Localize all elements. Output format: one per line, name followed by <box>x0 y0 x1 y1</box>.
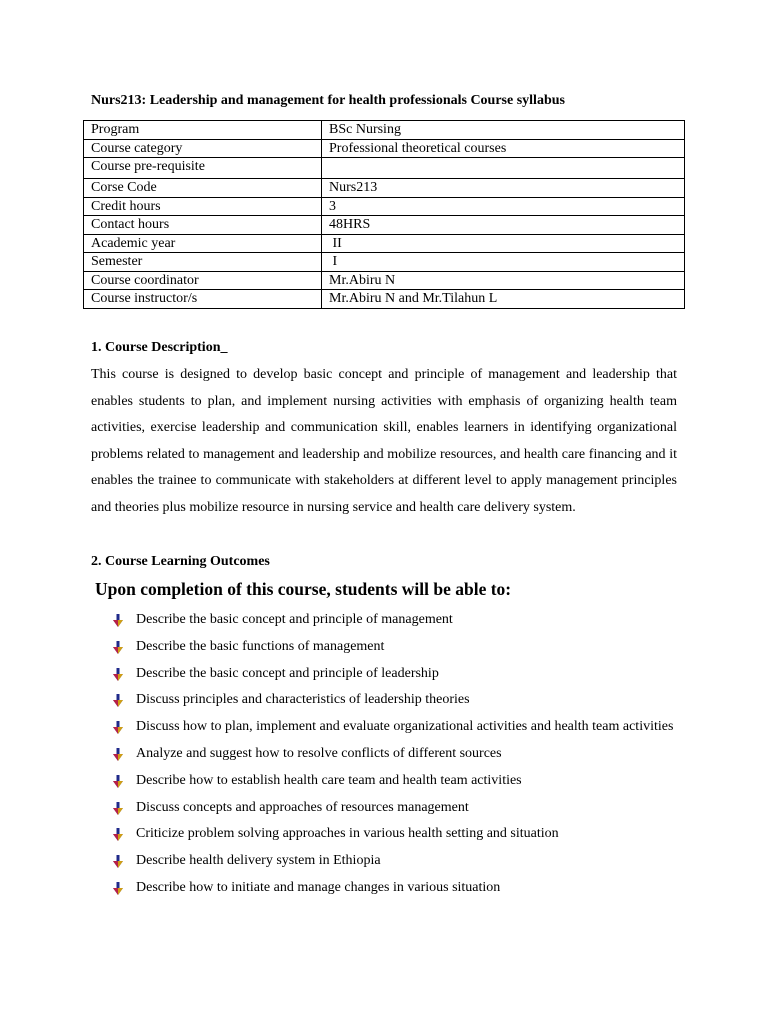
down-arrow-bullet-icon <box>112 694 124 708</box>
row-label: Course coordinator <box>84 271 322 290</box>
row-label: Academic year <box>84 234 322 253</box>
down-arrow-bullet-icon <box>112 614 124 628</box>
course-description-text: This course is designed to develop basic concept and principle of management and leadership that enables students to plan, and implement nursing activities with emphasis of organizing health team activities, exercise leadership and communication skill, enables learners in identifying organizational problems related to management and leadership and mobilize resources, and health care financing and it enables the trainee to communicate with stakeholders at different level to apply management principles and theories plus mobilize resource in nursing service and health care delivery system. <box>91 367 677 515</box>
down-arrow-bullet-icon <box>112 855 124 869</box>
row-value: II <box>322 234 685 253</box>
learning-outcomes-list <box>112 607 692 902</box>
table-row <box>84 197 685 216</box>
table-row <box>84 158 685 179</box>
table-row <box>84 139 685 158</box>
down-arrow-bullet-icon <box>112 802 124 816</box>
list-item <box>112 687 692 714</box>
row-label: Program <box>84 121 322 140</box>
down-arrow-bullet-icon <box>112 882 124 896</box>
table-row <box>84 121 685 140</box>
row-label: Course instructor/s <box>84 290 322 309</box>
row-label: Course category <box>84 139 322 158</box>
down-arrow-bullet-icon <box>112 641 124 655</box>
row-label: Contact hours <box>84 216 322 235</box>
row-label: Semester <box>84 253 322 272</box>
list-item <box>112 795 692 822</box>
outcome-text: Criticize problem solving approaches in various health setting and situation <box>136 826 559 842</box>
outcome-text: Analyze and suggest how to resolve conflicts of different sources <box>136 745 502 761</box>
course-info-table <box>83 120 685 309</box>
row-value: 48HRS <box>322 216 685 235</box>
list-item <box>112 634 692 661</box>
outcome-text: Describe how to establish health care team and health team activities <box>136 772 522 788</box>
table-row <box>84 253 685 272</box>
row-value: Mr.Abiru N <box>322 271 685 290</box>
page-title: Nurs213: Leadership and management for health professionals Course syllabus <box>91 93 565 108</box>
course-description-heading: 1. Course Description_ <box>91 340 228 355</box>
row-value: Professional theoretical courses <box>322 139 685 158</box>
learning-outcomes-heading: 2. Course Learning Outcomes <box>91 554 270 569</box>
outcome-text: Describe the basic concept and principle of leadership <box>136 665 439 681</box>
outcomes-lead-sentence: Upon completion of this course, students will be able to: <box>95 579 512 599</box>
row-label: Corse Code <box>84 179 322 198</box>
outcome-text: Discuss concepts and approaches of resources management <box>136 799 469 815</box>
list-item <box>112 848 692 875</box>
list-item <box>112 661 692 688</box>
table-row <box>84 234 685 253</box>
row-value: Nurs213 <box>322 179 685 198</box>
table-row <box>84 216 685 235</box>
outcome-text: Describe health delivery system in Ethiopia <box>136 853 381 869</box>
list-item <box>112 768 692 795</box>
row-value: I <box>322 253 685 272</box>
row-value <box>322 158 685 179</box>
table-row <box>84 271 685 290</box>
outcome-text: Discuss principles and characteristics of leadership theories <box>136 692 470 708</box>
row-value: BSc Nursing <box>322 121 685 140</box>
down-arrow-bullet-icon <box>112 748 124 762</box>
down-arrow-bullet-icon <box>112 775 124 789</box>
down-arrow-bullet-icon <box>112 721 124 735</box>
row-label: Course pre-requisite <box>84 158 322 179</box>
list-item <box>112 714 692 741</box>
list-item <box>112 607 692 634</box>
outcome-text: Describe the basic functions of management <box>136 638 385 654</box>
down-arrow-bullet-icon <box>112 668 124 682</box>
down-arrow-bullet-icon <box>112 828 124 842</box>
list-item <box>112 741 692 768</box>
list-item <box>112 821 692 848</box>
list-item <box>112 875 692 902</box>
table-row <box>84 290 685 309</box>
table-row <box>84 179 685 198</box>
row-value: Mr.Abiru N and Mr.Tilahun L <box>322 290 685 309</box>
row-value: 3 <box>322 197 685 216</box>
outcome-text: Discuss how to plan, implement and evaluate organizational activities and health team activities <box>136 719 674 735</box>
outcome-text: Describe the basic concept and principle of management <box>136 612 453 627</box>
outcome-text: Describe how to initiate and manage changes in various situation <box>136 879 501 895</box>
row-label: Credit hours <box>84 197 322 216</box>
